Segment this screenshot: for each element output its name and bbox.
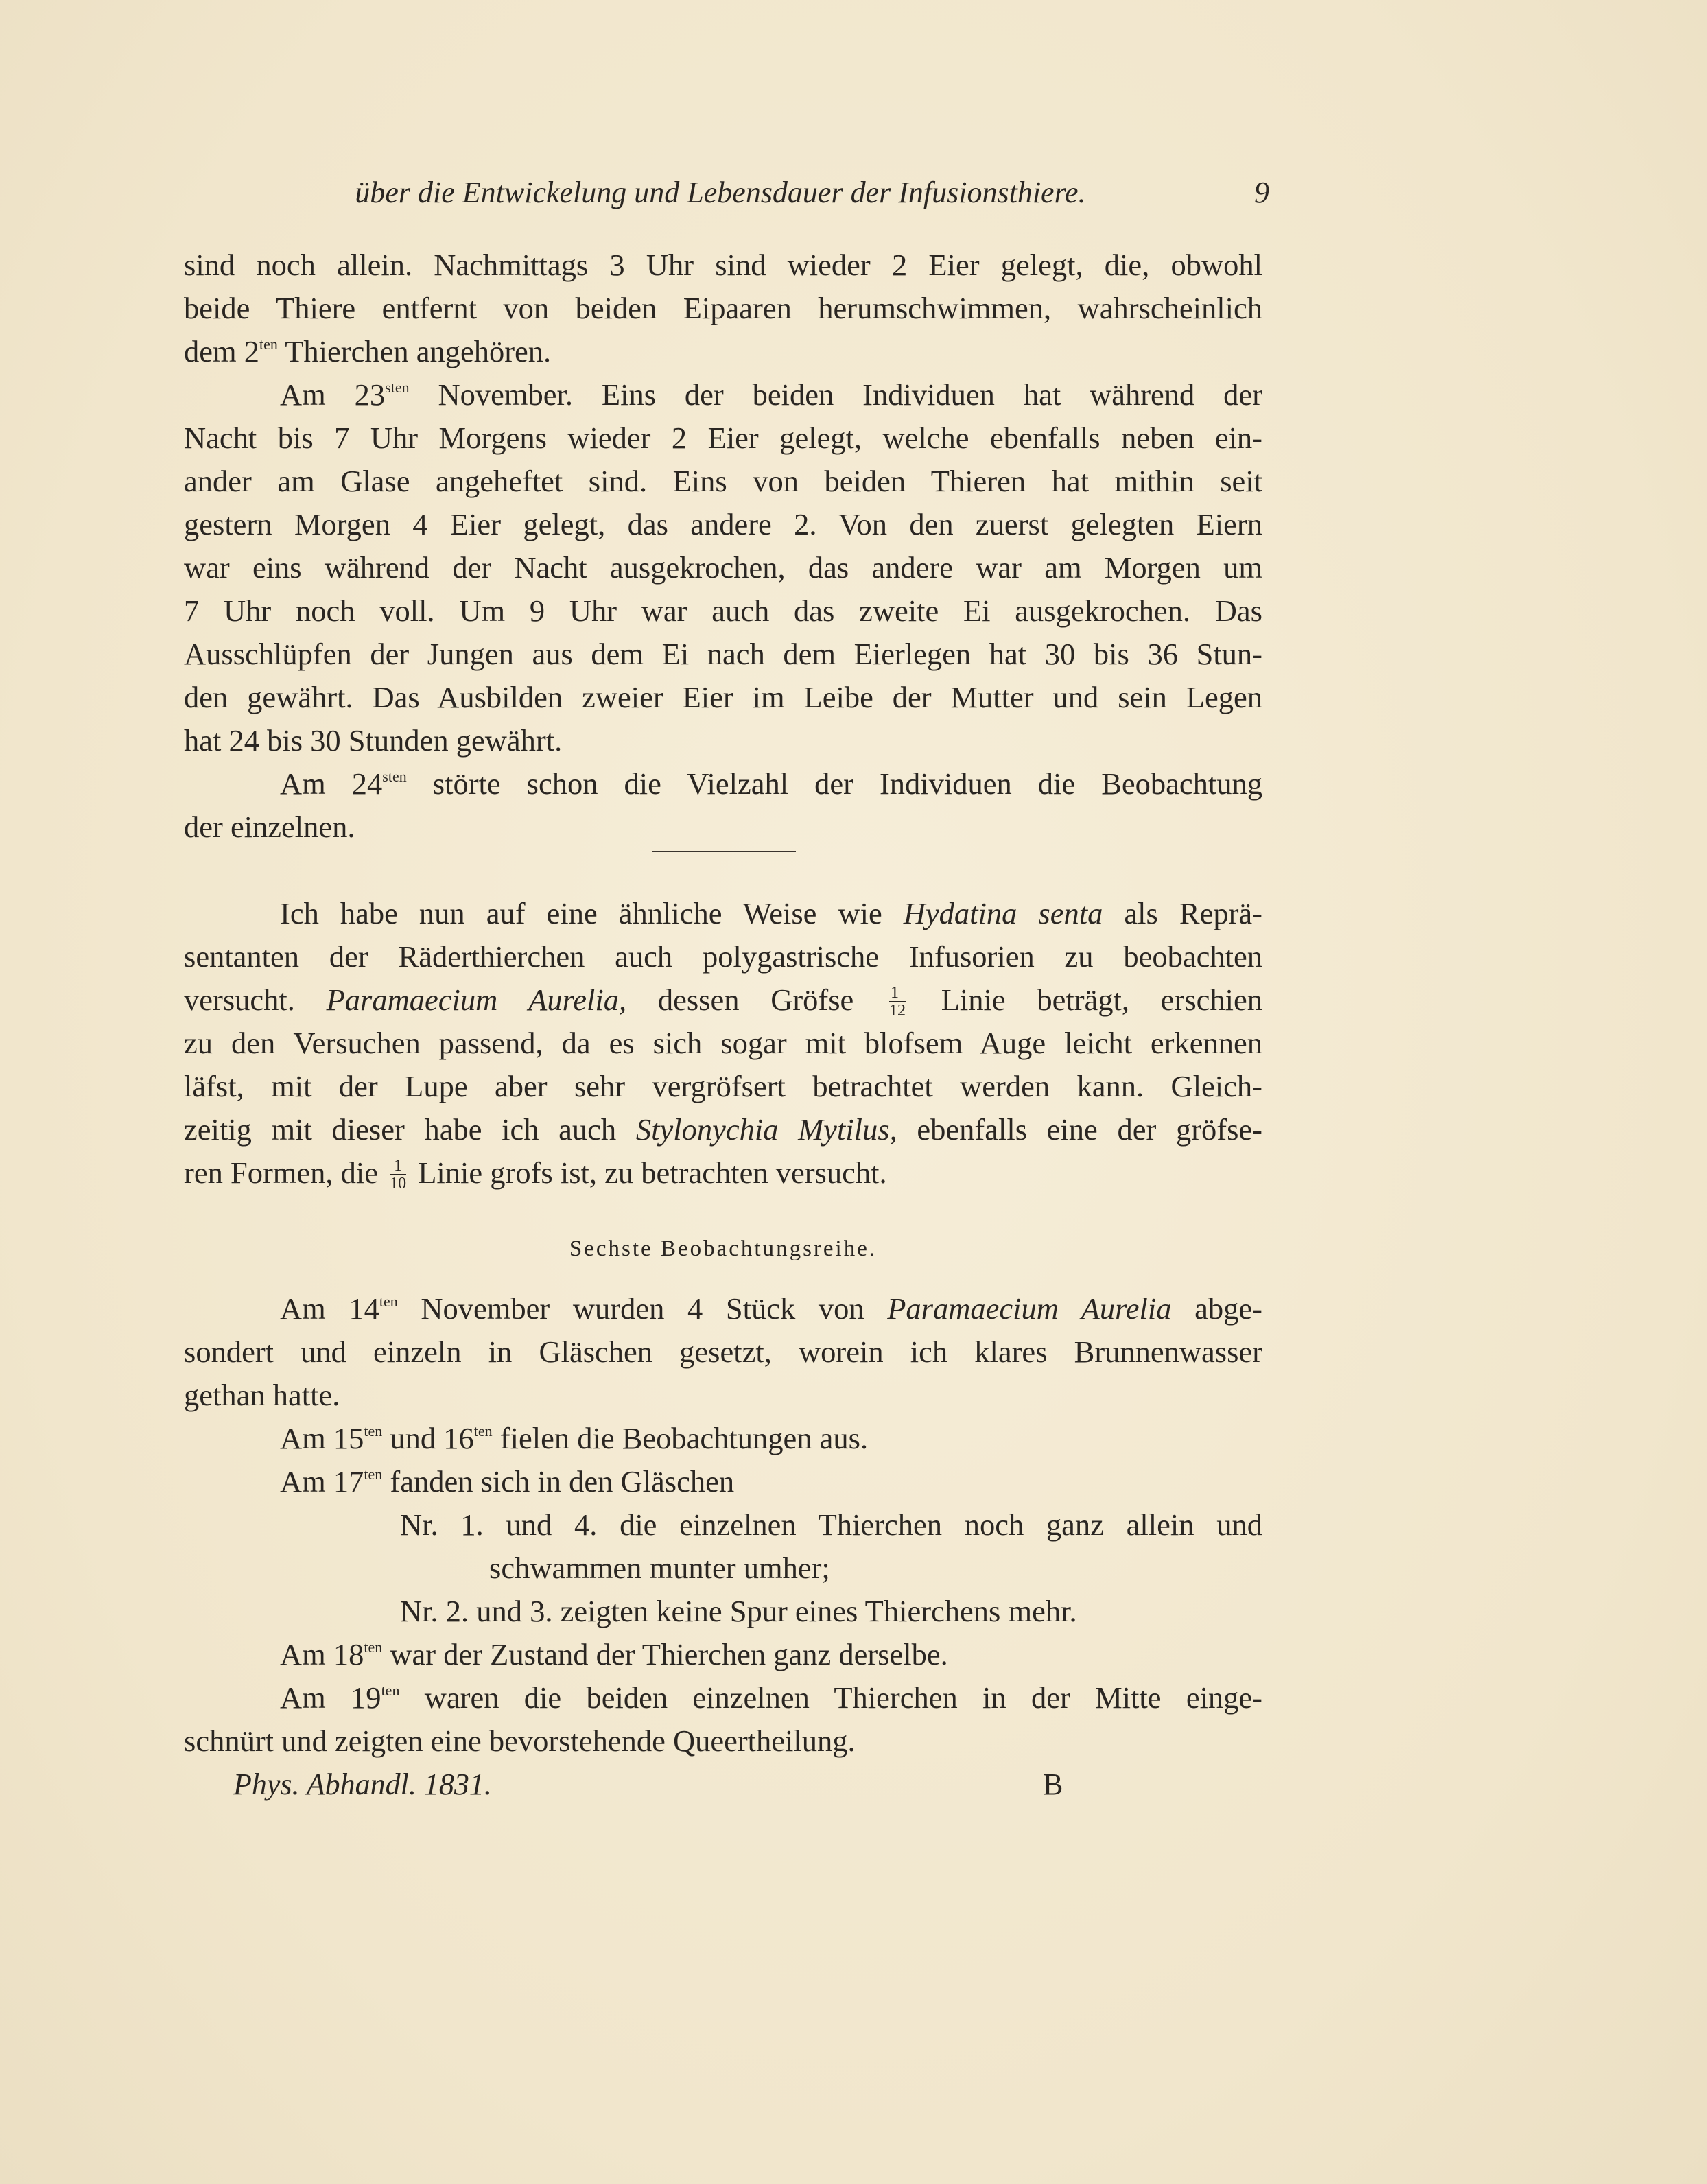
text-line: Am $14^{ten}$ November wurden 4 Stück von Paramaecium Aurelia abge- (280, 1291, 1262, 1326)
text-line: den gewährt. Das Ausbilden zweier Eier im Leibe der Mutter und sein Legen (184, 680, 1262, 714)
text-line: ander am Glase angeheftet sind. Eins von beiden Thieren hat mithin seit (184, 464, 1262, 498)
text-line: war eins während der Nacht ausgekrochen, das andere war am Morgen um (184, 550, 1262, 585)
signature-mark: B (1043, 1768, 1063, 1801)
text-line: gethan hatte. (184, 1378, 340, 1412)
section-title: Sechste Beobachtungsreihe. (569, 1236, 878, 1261)
fraction: $\frac{1}{10}$ (390, 1157, 407, 1193)
text-line: zeitig mit dieser habe ich auch Stylonychia Mytilus, ebenfalls eine der gröfse- (184, 1112, 1262, 1147)
text-line: schnürt und zeigten eine bevorstehende Queertheilung. (184, 1724, 856, 1758)
text-line: Nacht bis 7 Uhr Morgens wieder 2 Eier gelegt, welche ebenfalls neben ein- (184, 421, 1262, 455)
page-footer (233, 1767, 1084, 1808)
text-line: dem $2^{ten}$ Thierchen angehören. (184, 334, 552, 368)
text-line: Am $15^{ten}$ und $16^{ten}$ fielen die Beobachtungen aus. (280, 1421, 869, 1455)
text-line: Nr. 1. und 4. die einzelnen Thierchen noch ganz allein und (400, 1507, 1262, 1542)
text-line: Am $19^{ten}$ waren die beiden einzelnen Thierchen in der Mitte einge- (280, 1680, 1263, 1715)
text-line: läfst, mit der Lupe aber sehr vergröfsert betrachtet werden kann. Gleich- (184, 1069, 1262, 1103)
spacer (184, 849, 1262, 892)
running-header (302, 175, 1269, 216)
fraction: $\frac{1}{12}$ (889, 984, 906, 1020)
text-line: schwammen munter umher; (489, 1551, 830, 1585)
text-line: versucht. Paramaecium Aurelia, dessen Gröfse $\frac{1}{12}$ Linie beträgt, erschien (184, 983, 1263, 1020)
page-number: 9 (1254, 176, 1269, 209)
separator-rule (652, 851, 796, 852)
text-line: Ausschlüpfen der Jungen aus dem Ei nach dem Eierlegen hat 30 bis 36 Stun- (184, 637, 1262, 671)
text-line: Am $18^{ten}$ war der Zustand der Thierchen ganz derselbe. (280, 1637, 948, 1671)
text-line: sondert und einzeln in Gläschen gesetzt, worein ich klares Brunnenwasser (184, 1335, 1262, 1369)
text-line: zu den Versuchen passend, da es sich sogar mit blofsem Auge leicht erkennen (184, 1026, 1262, 1060)
text-line: Am $17^{ten}$ fanden sich in den Gläschen (280, 1464, 735, 1499)
text-line: beide Thiere entfernt von beiden Eipaaren herumschwimmen, wahrscheinlich (184, 291, 1262, 325)
text-line: Nr. 2. und 3. zeigten keine Spur eines Thierchens mehr. (400, 1594, 1077, 1628)
text-line: der einzelnen. (184, 810, 355, 844)
text-line: sentanten der Räderthierchen auch polygastrische Infusorien zu beobachten (184, 939, 1262, 974)
text-line: gestern Morgen 4 Eier gelegt, das andere 2. Von den zuerst gelegten Eiern (184, 507, 1262, 541)
observation-text (184, 1287, 1262, 1762)
journal-reference: Phys. Abhandl. 1831. (233, 1768, 492, 1801)
running-title: über die Entwickelung und Lebensdauer der Infusionsthiere. (355, 176, 1086, 209)
main-text (184, 244, 1262, 1195)
text-line: hat 24 bis 30 Stunden gewährt. (184, 723, 563, 758)
text-line: Am $24^{sten}$ störte schon die Vielzahl der Individuen die Beobachtung (280, 766, 1262, 801)
text-line: ren Formen, die $\frac{1}{10}$ Linie grofs ist, zu betrachten versucht. (184, 1155, 887, 1193)
text-line: sind noch allein. Nachmittags 3 Uhr sind wieder 2 Eier gelegt, die, obwohl (184, 248, 1262, 282)
text-line: Am $23^{sten}$ November. Eins der beiden Individuen hat während der (280, 377, 1263, 412)
text-line: 7 Uhr noch voll. Um 9 Uhr war auch das zweite Ei ausgekrochen. Das (184, 594, 1262, 628)
text-line: Ich habe nun auf eine ähnliche Weise wie Hydatina senta als Reprä- (280, 896, 1262, 930)
